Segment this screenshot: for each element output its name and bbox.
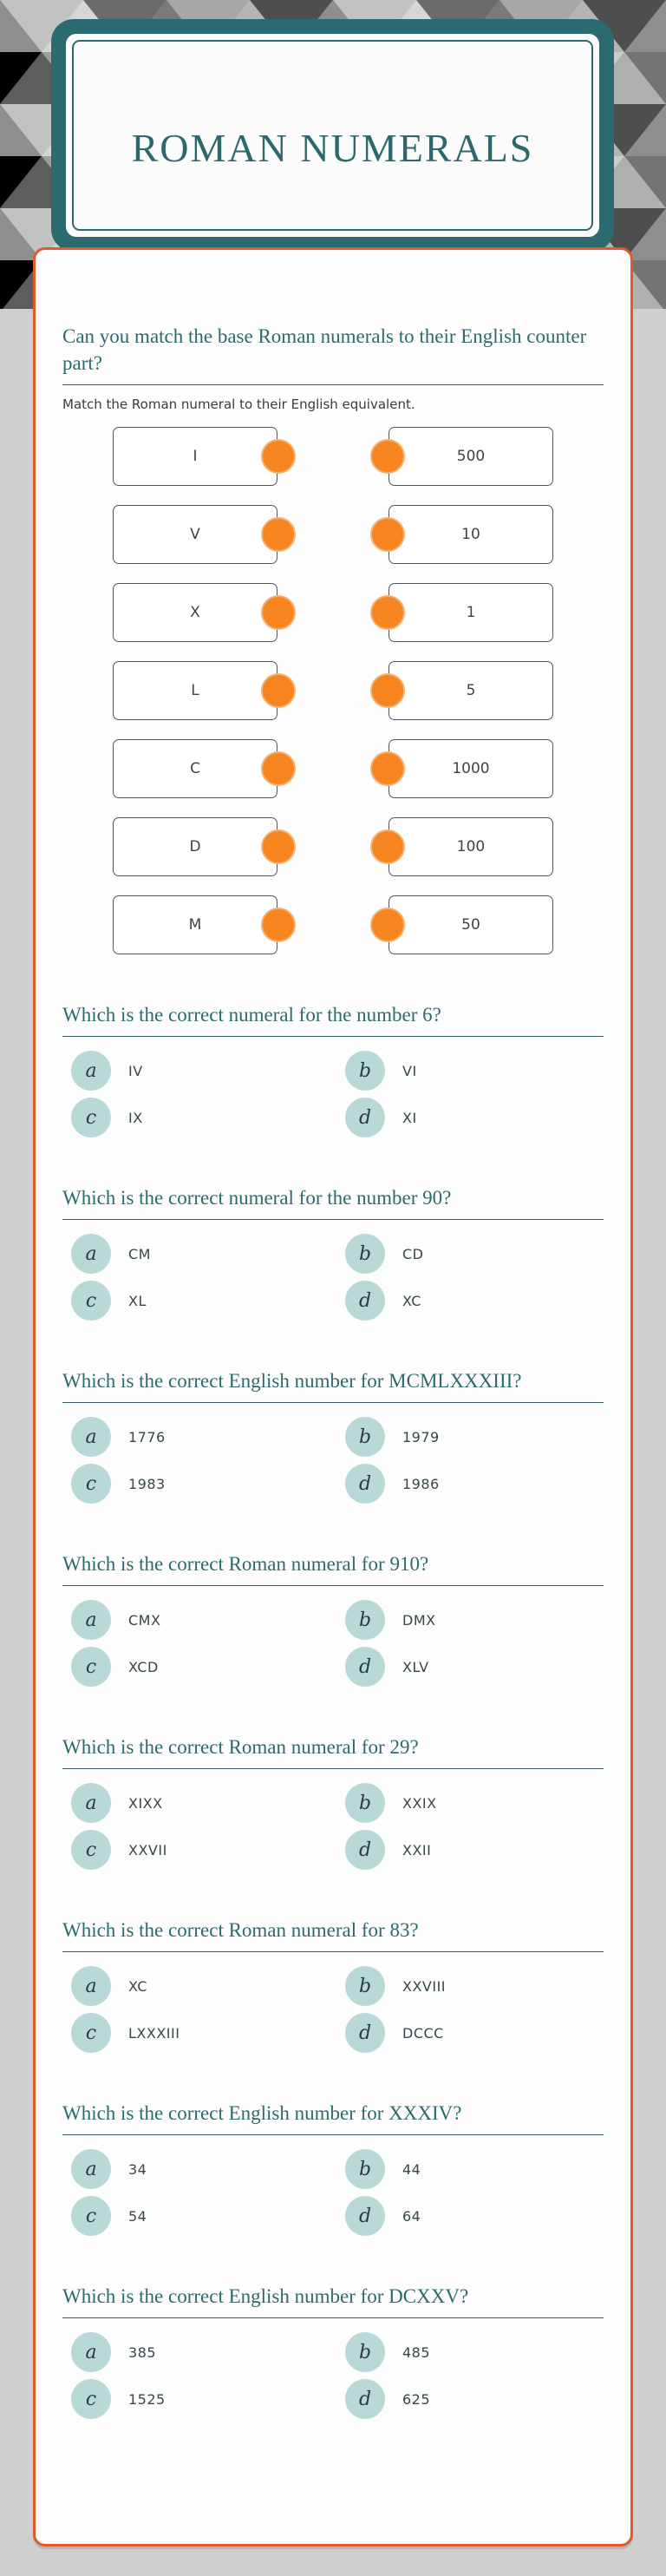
option-letter-badge[interactable]: c: [71, 2196, 111, 2236]
option-letter-badge[interactable]: a: [71, 1417, 111, 1457]
option-label: XC: [128, 1977, 147, 1995]
mc-question-section: [62, 2283, 604, 2419]
answer-option[interactable]: [71, 1281, 345, 1321]
mc-question-list: [62, 1001, 604, 2419]
option-letter-badge[interactable]: b: [345, 1600, 385, 1640]
answer-option[interactable]: [71, 1417, 345, 1457]
connector-dot-icon[interactable]: [261, 673, 296, 708]
answer-option[interactable]: [345, 1098, 604, 1137]
answer-option[interactable]: [345, 1464, 604, 1504]
option-letter-badge[interactable]: c: [71, 2379, 111, 2419]
options-grid: [62, 2332, 604, 2419]
connector-dot-icon[interactable]: [261, 751, 296, 786]
option-letter-badge[interactable]: a: [71, 1966, 111, 2006]
match-row: [62, 817, 604, 876]
mc-question-section: [62, 1917, 604, 2053]
match-row: [62, 895, 604, 954]
option-letter-badge[interactable]: a: [71, 1783, 111, 1823]
connector-dot-icon[interactable]: [370, 751, 405, 786]
title-underline: [62, 1219, 604, 1220]
answer-option[interactable]: [345, 2149, 604, 2189]
option-label: CMX: [128, 1611, 161, 1629]
option-label: 54: [128, 2207, 147, 2225]
match-right-label: 50: [461, 916, 480, 934]
option-label: VI: [402, 1062, 417, 1079]
answer-option[interactable]: [345, 2196, 604, 2236]
match-left-label: D: [189, 838, 201, 855]
connector-dot-icon[interactable]: [261, 439, 296, 474]
option-letter-badge[interactable]: b: [345, 1417, 385, 1457]
answer-option[interactable]: [71, 2379, 345, 2419]
question-title: Which is the correct English number for XXXIV?: [62, 2102, 462, 2124]
mc-question-section: [62, 1184, 604, 1321]
option-letter-badge[interactable]: d: [345, 2013, 385, 2053]
answer-option[interactable]: [345, 2013, 604, 2053]
option-label: 1525: [128, 2390, 166, 2408]
match-right-box: [388, 895, 553, 954]
answer-option[interactable]: [345, 1281, 604, 1321]
option-label: 64: [402, 2207, 421, 2225]
option-letter-badge[interactable]: a: [71, 1600, 111, 1640]
title-underline: [62, 2317, 604, 2318]
option-label: XC: [402, 1292, 421, 1309]
match-left-label: M: [188, 916, 202, 934]
connector-dot-icon[interactable]: [261, 829, 296, 864]
option-letter-badge[interactable]: c: [71, 1098, 111, 1137]
option-letter-badge[interactable]: d: [345, 1830, 385, 1870]
answer-option[interactable]: [345, 1647, 604, 1687]
options-grid: [62, 1234, 604, 1321]
match-right-label: 10: [461, 526, 480, 543]
option-letter-badge[interactable]: d: [345, 1281, 385, 1321]
match-left-box: [113, 661, 278, 720]
connector-dot-icon[interactable]: [370, 595, 405, 630]
option-letter-badge[interactable]: b: [345, 1051, 385, 1091]
answer-option[interactable]: [71, 1051, 345, 1091]
match-row: [62, 583, 604, 642]
answer-option[interactable]: [71, 1600, 345, 1640]
option-label: XIXX: [128, 1794, 163, 1812]
title-underline: [62, 1768, 604, 1769]
option-label: XLV: [402, 1658, 429, 1675]
match-left-label: V: [190, 526, 200, 543]
option-label: DCCC: [402, 2024, 444, 2042]
answer-option[interactable]: [71, 1464, 345, 1504]
option-label: 1776: [128, 1428, 166, 1445]
option-letter-badge[interactable]: d: [345, 1098, 385, 1137]
option-label: XL: [128, 1292, 147, 1309]
option-label: 625: [402, 2390, 431, 2408]
answer-option[interactable]: [71, 1783, 345, 1823]
worksheet-header-card: [51, 19, 614, 252]
match-row: [62, 739, 604, 798]
match-left-box: [113, 505, 278, 564]
options-grid: [62, 1966, 604, 2053]
option-label: CD: [402, 1245, 424, 1262]
answer-option[interactable]: [71, 2332, 345, 2372]
connector-dot-icon[interactable]: [261, 517, 296, 552]
connector-dot-icon[interactable]: [370, 439, 405, 474]
match-left-label: X: [190, 604, 200, 621]
answer-option[interactable]: [71, 1234, 345, 1274]
connector-dot-icon[interactable]: [261, 595, 296, 630]
match-left-box: [113, 583, 278, 642]
answer-option[interactable]: [345, 1783, 604, 1823]
option-letter-badge[interactable]: c: [71, 1464, 111, 1504]
option-label: IV: [128, 1062, 143, 1079]
mc-question-section: [62, 1734, 604, 1870]
option-letter-badge[interactable]: a: [71, 1051, 111, 1091]
option-label: LXXXIII: [128, 2024, 180, 2042]
option-letter-badge[interactable]: b: [345, 1234, 385, 1274]
match-right-box: [388, 427, 553, 486]
match-right-label: 100: [456, 838, 486, 855]
match-right-label: 5: [466, 682, 476, 699]
answer-option[interactable]: [71, 2196, 345, 2236]
answer-option[interactable]: [71, 2149, 345, 2189]
title-underline: [62, 1402, 604, 1403]
match-instruction: Match the Roman numeral to their English equivalent.: [62, 397, 415, 412]
option-letter-badge[interactable]: c: [71, 2013, 111, 2053]
mc-question-section: [62, 1001, 604, 1137]
option-letter-badge[interactable]: d: [345, 2379, 385, 2419]
answer-option[interactable]: [345, 1830, 604, 1870]
mc-question-section: [62, 2100, 604, 2236]
option-label: XXVII: [128, 1841, 167, 1858]
match-row: [62, 661, 604, 720]
answer-option[interactable]: [71, 2013, 345, 2053]
question-title: Which is the correct numeral for the number 6?: [62, 1004, 441, 1026]
answer-option[interactable]: [71, 1830, 345, 1870]
question-title: Which is the correct English number for MCMLXXXIII?: [62, 1370, 522, 1392]
option-label: XXIX: [402, 1794, 437, 1812]
option-label: 1979: [402, 1428, 440, 1445]
title-underline: [62, 2134, 604, 2135]
answer-option[interactable]: [345, 1600, 604, 1640]
question-title: Which is the correct Roman numeral for 29?: [62, 1736, 419, 1758]
worksheet-header-inner: [66, 34, 599, 237]
match-right-box: [388, 661, 553, 720]
match-right-label: 500: [456, 448, 486, 465]
option-letter-badge[interactable]: b: [345, 1783, 385, 1823]
option-label: 34: [128, 2160, 147, 2178]
option-letter-badge[interactable]: c: [71, 1830, 111, 1870]
title-underline: [62, 1585, 604, 1586]
match-left-label: L: [191, 682, 199, 699]
option-label: XXVIII: [402, 1977, 447, 1995]
answer-option[interactable]: [345, 1234, 604, 1274]
option-label: 44: [402, 2160, 421, 2178]
option-letter-badge[interactable]: d: [345, 1647, 385, 1687]
question-title: Which is the correct numeral for the number 90?: [62, 1187, 452, 1209]
match-row: [62, 427, 604, 486]
connector-dot-icon[interactable]: [370, 673, 405, 708]
answer-option[interactable]: [71, 1966, 345, 2006]
answer-option[interactable]: [345, 1417, 604, 1457]
match-right-box: [388, 817, 553, 876]
connector-dot-icon[interactable]: [370, 829, 405, 864]
title-underline: [62, 384, 604, 385]
option-label: 485: [402, 2343, 431, 2361]
option-letter-badge[interactable]: b: [345, 2149, 385, 2189]
option-label: XI: [402, 1109, 417, 1126]
options-grid: [62, 1417, 604, 1504]
connector-dot-icon[interactable]: [370, 517, 405, 552]
match-left-box: [113, 739, 278, 798]
answer-option[interactable]: [345, 2332, 604, 2372]
option-label: XXII: [402, 1841, 432, 1858]
option-label: CM: [128, 1245, 151, 1262]
quiz-card: [33, 247, 633, 2547]
answer-option[interactable]: [345, 1051, 604, 1091]
options-grid: [62, 2149, 604, 2236]
options-grid: [62, 1051, 604, 1137]
question-title: Which is the correct English number for DCXXV?: [62, 2285, 469, 2307]
match-left-label: C: [190, 760, 200, 777]
answer-option[interactable]: [71, 1647, 345, 1687]
match-row: [62, 505, 604, 564]
option-letter-badge[interactable]: c: [71, 1281, 111, 1321]
option-label: 1986: [402, 1475, 440, 1492]
option-letter-badge[interactable]: a: [71, 2149, 111, 2189]
title-underline: [62, 1951, 604, 1952]
options-grid: [62, 1600, 604, 1687]
match-right-label: 1000: [452, 760, 490, 777]
option-label: DMX: [402, 1611, 436, 1629]
answer-option[interactable]: [71, 1098, 345, 1137]
connector-dot-icon[interactable]: [261, 908, 296, 942]
match-right-box: [388, 739, 553, 798]
match-question-section: [62, 323, 604, 954]
question-title: Which is the correct Roman numeral for 83?: [62, 1919, 419, 1941]
mc-question-section: [62, 1367, 604, 1504]
answer-option[interactable]: [345, 2379, 604, 2419]
answer-option[interactable]: [345, 1966, 604, 2006]
option-letter-badge[interactable]: d: [345, 2196, 385, 2236]
match-left-label: I: [193, 448, 198, 465]
worksheet-title: ROMAN NUMERALS: [131, 125, 534, 170]
match-left-box: [113, 427, 278, 486]
mc-question-section: [62, 1550, 604, 1687]
option-label: 1983: [128, 1475, 166, 1492]
connector-dot-icon[interactable]: [370, 908, 405, 942]
option-letter-badge[interactable]: b: [345, 1966, 385, 2006]
match-right-box: [388, 505, 553, 564]
title-underline: [62, 1036, 604, 1037]
option-label: XCD: [128, 1658, 159, 1675]
question-title: Which is the correct Roman numeral for 910?: [62, 1553, 429, 1575]
match-left-box: [113, 817, 278, 876]
options-grid: [62, 1783, 604, 1870]
option-letter-badge[interactable]: a: [71, 2332, 111, 2372]
option-label: IX: [128, 1109, 143, 1126]
option-letter-badge[interactable]: b: [345, 2332, 385, 2372]
match-left-box: [113, 895, 278, 954]
option-letter-badge[interactable]: a: [71, 1234, 111, 1274]
match-grid: [62, 427, 604, 954]
match-right-label: 1: [466, 604, 476, 621]
question-title: Can you match the base Roman numerals to their English counter part?: [62, 325, 587, 374]
option-label: 385: [128, 2343, 157, 2361]
match-right-box: [388, 583, 553, 642]
option-letter-badge[interactable]: c: [71, 1647, 111, 1687]
option-letter-badge[interactable]: d: [345, 1464, 385, 1504]
